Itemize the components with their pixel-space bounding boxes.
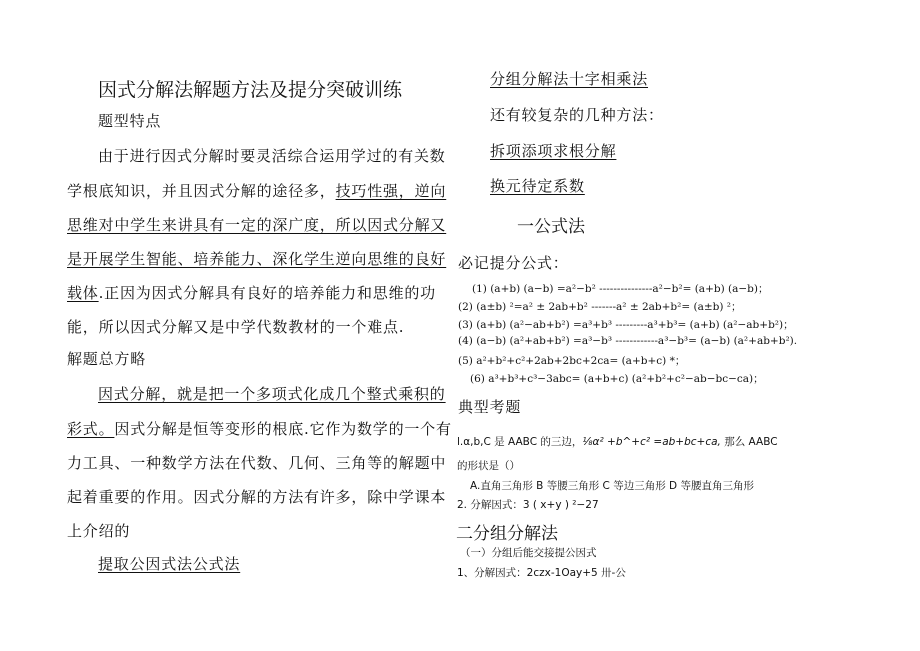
section-title-formula: 一公式法 [517, 217, 585, 237]
page-title: 因式分解法解题方法及提分突破训练 [98, 79, 403, 101]
paragraph-text: .正因为因式分解具有良好的培养能力和思维的功 [98, 284, 436, 302]
formula-line: (2) (a±b) ²=a² ± 2ab+b² -------a² ± 2ab+b²= (a±b) ²； [458, 301, 742, 313]
method-list-line: 分组分解法十字相乘法 [490, 70, 649, 88]
section-title-grouping: 二分组分解法 [456, 524, 558, 544]
example-heading: 典型考题 [458, 398, 522, 416]
formula-line: (5) a²+b²+c²+2ab+2bc+2ca= (a+b+c) *； [458, 355, 686, 367]
method-list-line: 换元待定系数 [490, 177, 585, 195]
question-3: 1、分解因式：2czx-1Oay+5 卅-公 [457, 567, 626, 579]
underlined-text: 技巧性强，逆向 [335, 182, 447, 200]
subsection-heading: （一）分组后能交接提公因式 [460, 547, 597, 559]
paragraph-line: 能，所以因式分解又是中学代数教材的一个难点. [67, 318, 405, 336]
question-text: l.α,b,C 是 AABC 的三边， [457, 436, 583, 448]
underlined-line: 是开展学生智能、培养能力、深化学生逆向思维的良好 [67, 250, 447, 268]
section-heading-features: 题型特点 [98, 112, 162, 130]
paragraph-line [67, 282, 436, 303]
method-intro: 还有较复杂的几种方法： [490, 106, 664, 124]
question-2: 2. 分解因式：3 ( x+y ) ²−27 [457, 499, 599, 511]
underlined-line: 思维对中学生来讲具有一定的深广度，所以因式分解又 [67, 216, 447, 234]
section-heading-strategy: 解题总方略 [67, 350, 147, 368]
method-list-line: 提取公因式法公式法 [98, 555, 241, 573]
question-formula: ⅛α² +b^+c² =ab+bc+ca, [582, 436, 721, 448]
paragraph-text: 因式分解是恒等变形的根底.它作为数学的一个有 [114, 420, 452, 438]
method-list-line: 拆项添项求根分解 [490, 142, 617, 160]
underlined-text: 彩式。 [67, 420, 115, 438]
paragraph-line [67, 180, 446, 201]
underlined-text: 载体 [67, 284, 99, 302]
formula-line: (1) (a+b) (a−b) =a²−b² ---------------a²−b²= (a+b) (a−b)； [472, 283, 769, 295]
paragraph-line: 力工具、一种数学方法在代数、几何、三角等的解题中 [67, 454, 447, 472]
paragraph-line: 由于进行因式分解时要灵活综合运用学过的有关数 [98, 147, 446, 165]
question-1-line2: 的形状是（） [457, 460, 520, 472]
question-text: 那么 AABC [720, 436, 778, 448]
paragraph-line: 起着重要的作用。因式分解的方法有许多，除中学课本 [67, 488, 447, 506]
formula-line: (4) (a−b) (a²+ab+b²) =a³−b³ ------------a³−b³= (a−b) (a²+ab+b²). [458, 335, 798, 347]
paragraph-line: 上介绍的 [67, 522, 131, 540]
memorize-heading: 必记提分公式： [458, 254, 569, 272]
formula-line: (6) a³+b³+c³−3abc= (a+b+c) (a²+b²+c²−ab−bc−ca)； [470, 373, 764, 385]
paragraph-line [67, 418, 452, 439]
formula-line: (3) (a+b) (a²−ab+b²) =a³+b³ ---------a³+b³= (a+b) (a²−ab+b²)； [458, 319, 794, 331]
paragraph-text: 学根底知识，并且因式分解的途径多， [67, 182, 336, 200]
underlined-line: 因式分解，就是把一个多项式化成几个整式乘积的 [98, 385, 446, 403]
question-1-options: A.直角三角形 B 等腰三角形 C 等边三角形 D 等腰直角三角形 [470, 480, 754, 492]
question-1 [457, 434, 778, 449]
